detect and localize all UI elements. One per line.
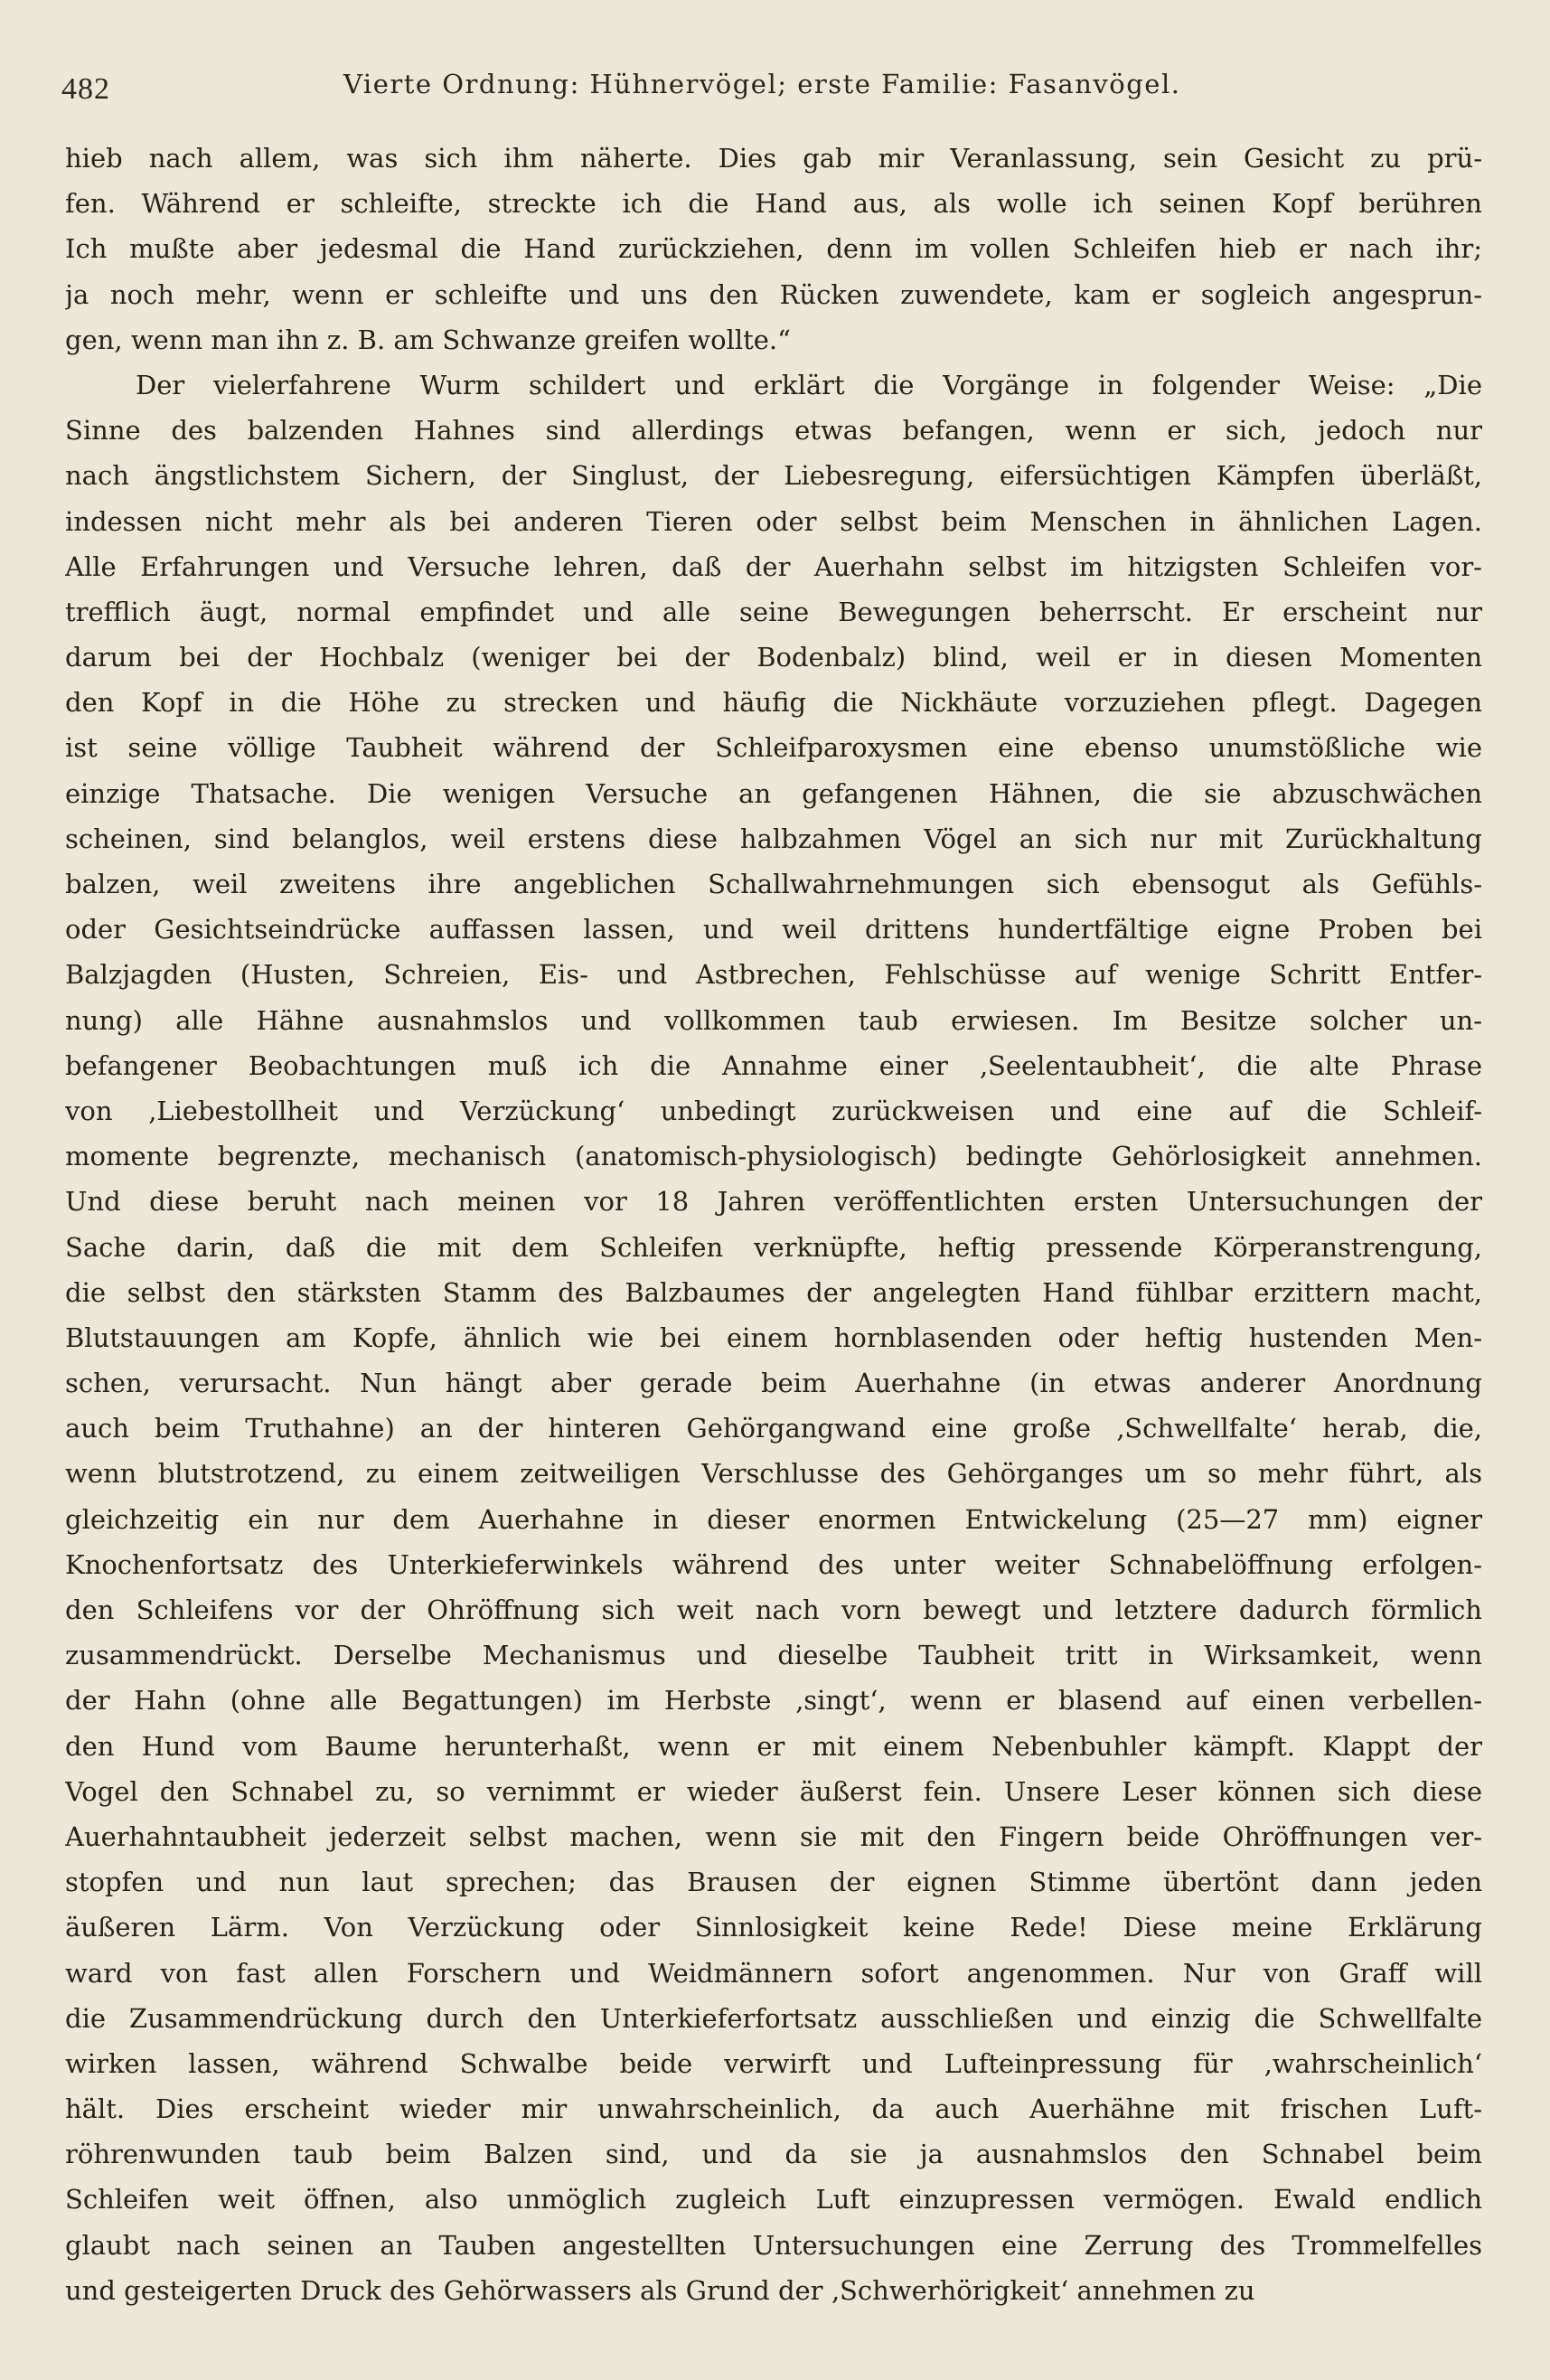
- text-line: den Schleifens vor der Ohröffnung sich weit nach vorn bewegt und letztere dadurch förmlich: [65, 1595, 1482, 1625]
- text-line: gleichzeitig ein nur dem Auerhahne in dieser enormen Entwickelung (25—27 mm) eigner: [65, 1503, 1482, 1535]
- text-line: ward von fast allen Forschern und Weidmännern sofort angenommen. Nur von Graff will: [65, 1957, 1482, 1989]
- text-line: nach ängstlichstem Sichern, der Singlust, der Liebesregung, eifersüchtigen Kämpfen überläßt,: [65, 460, 1482, 492]
- text-line: zusammendrückt. Derselbe Mechanismus und dieselbe Taubheit tritt in Wirksamkeit, wenn: [65, 1640, 1482, 1671]
- page-header: [56, 60, 1484, 110]
- text-line: Und diese beruht nach meinen vor 18 Jahren veröffentlichten ersten Untersuchungen der: [65, 1186, 1482, 1218]
- text-line: Vogel den Schnabel zu, so vernimmt er wieder äußerst fein. Unsere Leser können sich diese: [65, 1775, 1482, 1807]
- text-line: Ich mußte aber jedesmal die Hand zurückziehen, denn im vollen Schleifen hieb er nach ihr;: [65, 233, 1482, 265]
- text-line: darum bei der Hochbalz (weniger bei der Bodenbalz) blind, weil er in diesen Momenten: [65, 642, 1482, 673]
- text-line: Sinne des balzenden Hahnes sind allerdings etwas befangen, wenn er sich, jedoch nur: [65, 415, 1482, 447]
- text-line: hieb nach allem, was sich ihm näherte. Dies gab mir Veranlassung, sein Gesicht zu prü-: [65, 143, 1482, 174]
- text-line: auch beim Truthahne) an der hinteren Gehörgangwand eine große ‚Schwellfalte‘ herab, die,: [65, 1413, 1482, 1444]
- text-line: indessen nicht mehr als bei anderen Tieren oder selbst beim Menschen in ähnlichen Lagen.: [65, 505, 1482, 537]
- text-line: glaubt nach seinen an Tauben angestellten Untersuchungen eine Zerrung des Trommelfelles: [65, 2229, 1482, 2261]
- text-line: wirken lassen, während Schwalbe beide verwirft und Lufteinpressung für ‚wahrscheinlich‘: [65, 2047, 1482, 2079]
- page-number: 482: [61, 72, 110, 106]
- text-line: Blutstauungen am Kopfe, ähnlich wie bei einem hornblasenden oder heftig hustenden Men-: [65, 1322, 1482, 1353]
- text-line: der Hahn (ohne alle Begattungen) im Herbste ‚singt‘, wenn er blasend auf einen verbellen-: [65, 1685, 1482, 1717]
- text-line: äußeren Lärm. Von Verzückung oder Sinnlosigkeit keine Rede! Diese meine Erklärung: [65, 1912, 1482, 1943]
- text-line: Sache darin, daß die mit dem Schleifen verknüpfte, heftig pressende Körperanstrengung,: [65, 1231, 1482, 1263]
- text-line: den Kopf in die Höhe zu strecken und häufig die Nickhäute vorzuziehen pflegt. Dagegen: [65, 687, 1482, 719]
- text-line: stopfen und nun laut sprechen; das Brausen der eignen Stimme übertönt dann jeden: [65, 1867, 1482, 1898]
- text-line: röhrenwunden taub beim Balzen sind, und da sie ja ausnahmslos den Schnabel beim: [65, 2139, 1482, 2170]
- text-line: und gesteigerten Druck des Gehörwassers als Grund der ‚Schwerhörigkeit‘ annehmen zu: [65, 2274, 1255, 2306]
- text-line: befangener Beobachtungen muß ich die Annahme einer ‚Seelentaubheit‘, die alte Phrase: [65, 1049, 1482, 1081]
- text-line: von ‚Liebestollheit und Verzückung‘ unbedingt zurückweisen und eine auf die Schleif-: [65, 1095, 1482, 1126]
- text-line: scheinen, sind belanglos, weil erstens diese halbzahmen Vögel an sich nur mit Zurückhaltung: [65, 823, 1482, 854]
- text-line: Der vielerfahrene Wurm schildert und erklärt die Vorgänge in folgender Weise: „Die: [136, 369, 1482, 400]
- text-line: hält. Dies erscheint wieder mir unwahrscheinlich, da auch Auerhähne mit frischen Luft-: [65, 2093, 1482, 2125]
- text-line: die Zusammendrückung durch den Unterkieferfortsatz ausschließen und einzig die Schwellfalte: [65, 2002, 1482, 2034]
- text-line: oder Gesichtseindrücke auffassen lassen, und weil drittens hundertfältige eigne Proben bei: [65, 914, 1482, 945]
- text-line: die selbst den stärksten Stamm des Balzbaumes der angelegten Hand fühlbar erzittern macht,: [65, 1276, 1482, 1308]
- text-line: wenn blutstrotzend, zu einem zeitweiligen Verschlusse des Gehörganges um so mehr führt, als: [65, 1458, 1482, 1490]
- text-line: gen, wenn man ihn z. B. am Schwanze greifen wollte.“: [65, 324, 791, 355]
- text-line: trefflich äugt, normal empfindet und alle seine Bewegungen beherrscht. Er erscheint nur: [65, 596, 1482, 627]
- text-line: nung) alle Hähne ausnahmslos und vollkommen taub erwiesen. Im Besitze solcher un-: [65, 1004, 1482, 1036]
- text-line: Schleifen weit öffnen, also unmöglich zugleich Luft einzupressen vermögen. Ewald endlich: [65, 2184, 1482, 2215]
- text-line: Auerhahntaubheit jederzeit selbst machen, wenn sie mit den Fingern beide Ohröffnungen ver-: [65, 1820, 1482, 1852]
- text-line: Knochenfortsatz des Unterkieferwinkels während des unter weiter Schnabelöffnung erfolgen-: [65, 1548, 1482, 1580]
- text-line: fen. Während er schleifte, streckte ich die Hand aus, als wolle ich seinen Kopf berühren: [65, 188, 1482, 220]
- text-line: ja noch mehr, wenn er schleifte und uns den Rücken zuwendete, kam er sogleich angesprun-: [65, 278, 1482, 310]
- text-line: Balzjagden (Husten, Schreien, Eis- und Astbrechen, Fehlschüsse auf wenige Schritt Entfer-: [65, 959, 1482, 991]
- text-line: schen, verursacht. Nun hängt aber gerade beim Auerhahne (in etwas anderer Anordnung: [65, 1368, 1482, 1399]
- text-line: den Hund vom Baume herunterhaßt, wenn er mit einem Nebenbuhler kämpft. Klappt der: [65, 1730, 1482, 1762]
- text-line: Alle Erfahrungen und Versuche lehren, daß der Auerhahn selbst im hitzigsten Schleifen vor-: [65, 550, 1482, 582]
- text-line: momente begrenzte, mechanisch (anatomisch-physiologisch) bedingte Gehörlosigkeit annehmen.: [65, 1141, 1482, 1172]
- body-text: [65, 136, 1482, 2313]
- text-line: ist seine völlige Taubheit während der Schleifparoxysmen eine ebenso unumstößliche wie: [65, 732, 1482, 764]
- running-head: Vierte Ordnung: Hühnervögel; erste Familie: Fasanvögel.: [343, 69, 1181, 99]
- text-line: balzen, weil zweitens ihre angeblichen Schallwahrnehmungen sich ebensogut als Gefühls-: [65, 869, 1482, 899]
- text-line: einzige Thatsache. Die wenigen Versuche an gefangenen Hähnen, die sie abzuschwächen: [65, 777, 1482, 809]
